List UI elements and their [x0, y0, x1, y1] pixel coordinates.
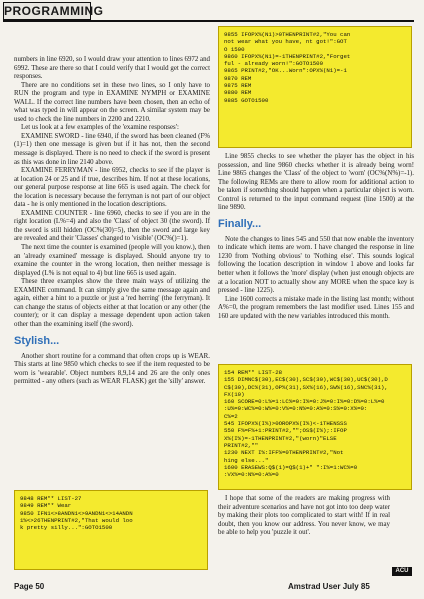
paragraph: I hope that some of the readers are making progress with their adventure scenarios and have not got into too deep water by making their plots too complicated to start with! If in real doubt, then you know our address. You never know, we may be able to help you 'puzzle it out'.	[218, 495, 390, 537]
subheading-finally: Finally...	[218, 217, 262, 230]
paragraph: There are no conditions set in these two lines, so I only have to RUN the program and type in EXAMINE NYMPH or EXAMINE WALL. If the correct line numbers have been chosen, then an echo of what was typed in will appear on the screen. A similar system may be used to check the line numbers in 2200 and 2210.	[14, 81, 210, 123]
code-listing-right	[218, 364, 412, 490]
code-line: ful - already worn!":GOTO1500	[224, 60, 323, 68]
code-line: :VX%=0:N%=0:A%=0	[224, 471, 279, 479]
paragraph: Note the changes to lines 545 and 550 that now enable the inventory to indicate which items are worn. I have changed the response in line 1230 from 'Nothing obvious' to 'Nothing else'. This sounds logical following the location description in window 1 above and looks far better when it follows the 'more' display (when just enough objects are at a location NOT to actually show any MORE when the space key is pressed - line 1225).	[218, 235, 414, 295]
code-line: X%(I%)=-1THENPRINT#2,"(worn)"ELSE	[224, 434, 337, 442]
magazine-name: Amstrad User	[288, 582, 341, 591]
paragraph: numbers in line 6920, so I would draw your attention to lines 6972 and 6992. These are there so that I could verify that I would get the correct responses.	[14, 56, 210, 81]
code-line: C$(30),DC%(31),OP%(31),SX%(16),SW%(16),SNC%(31),	[224, 383, 388, 391]
code-line: 9855 IFOPX%(N1)>0THENPRINT#2,"You can	[224, 31, 351, 38]
code-line: 1230 NEXT I%:IFF%=0THENPRINT#2,"Not	[224, 449, 344, 457]
section-header: PROGRAMMING	[4, 4, 104, 18]
code-line: 1600 ERASEWS:Q$(1)=Q$(1)+" ":I%=1:WC%=0	[224, 463, 358, 471]
code-line: 154 REM** LIST-28	[224, 369, 283, 376]
code-line: 9850 IFN1<>8ANDN1<>9ANDN1<>14ANDN	[20, 509, 133, 517]
page-number: Page 50	[14, 582, 45, 591]
code-line: 9848 REM** LIST-27	[20, 495, 82, 502]
code-line: PRINT#2,""	[224, 441, 259, 449]
paragraph: The next time the counter is examined (people will you know.), then an 'already examined' message is displayed. Should anyone try to examine the counter in the wrong location, then neither message is displayed (L% is not equal to 4) but line 665 is used again.	[14, 244, 210, 277]
code-line: 1%<>26THENPRINT#2,"That would loo	[20, 516, 133, 524]
code-line: 155 DIMNC$(30),EC$(30),SC$(30),WC$(30),UC$(30),D	[224, 376, 388, 384]
code-line: 9860 IFOPX%(N1)=-1THENPRINT#2,"Forget	[224, 52, 351, 60]
code-line: 9885 GOTO1500	[224, 96, 269, 104]
code-line: 9875 REM	[224, 82, 252, 90]
code-listing-top	[218, 26, 412, 148]
right-column	[218, 153, 414, 321]
left-column	[14, 56, 210, 387]
subheading-stylish: Stylish...	[14, 334, 60, 347]
issue-date: July 85	[342, 582, 370, 591]
paragraph: Line 9855 checks to see whether the player has the object in his possession, and line 9860 checks whether it is already being worn! Line 9865 changes the 'Class' of the object to 'worn' (OC%(N%)=-1). The following REMs are there to allow room for additional action to be taken if something should happen when a particular object is worn. Control is returned to the input command request (line 1500) at the line 9890.	[218, 153, 414, 212]
paragraph: Line 1600 corrects a mistake made in the listing last month; without A%=0, the program remembers the last modifier used. Lines 155 and 160 are updated with the new variables introduced this month.	[218, 295, 414, 320]
paragraph: EXAMINE FERRYMAN - line 6952, checks to see if the player is at location 24 or 25 and if true, describes him. If not at these locations, our general purpose response at line 665 is used again. The check for the location is necessary because the ferryman is not part of our object data - he is only mentioned in the location descriptions.	[14, 167, 210, 209]
code-line: 9880 REM	[224, 89, 252, 97]
acu-badge: ACU	[392, 567, 412, 576]
paragraph: EXAMINE COUNTER - line 6960, checks to see if you are in the right location (L%=4) and also the 'Class' of object 30 (the sword). If the sword is still hidden (OC%(30)=5), then the sword and large key are revealed and their 'Classes' changed to 'visible' (OC%()=1).	[14, 209, 210, 243]
code-line: C%=2	[224, 412, 238, 420]
code-line: 545 IFOPX%(I%)>0OROPX%(I%)<-1THENSSS	[224, 420, 347, 428]
paragraph: Let us look at a few examples of the 'examine responses':	[21, 124, 179, 132]
code-line: 9849 REM** Wear	[20, 502, 72, 510]
paragraph: EXAMINE SWORD - line 6940, if the sword has been cleaned (F%(1)=1) then one message is given but if it has not, then the second message is displayed. There is no need to check if the sword is present as this was done in line 2140 above.	[14, 132, 210, 166]
code-line: 160 SCORE=0:L%=1:LC%=0:I%=0:J%=0:I%=0:D%=0:L%=0	[224, 398, 385, 406]
paragraph: Another short routine for a command that often crops up is WEAR. This starts at line 9850 which checks to see if the item requested to be worn is 'wearable'. Object numbers 8,9,14 and 26 are the only ones permitted - any others (such as WEAR FLASK) get the 'silly' answer.	[14, 352, 210, 386]
code-listing-left	[14, 490, 208, 570]
paragraph: These three examples show the three main ways of utilizing the EXAMINE command. It can simply give the same message again and again, either a hint to a puzzle or just a 'red herring' (the ferryman). It can change the status of objects either at that location or any other (the counter); or it can display a message dependent upon action taken other than the examining itself (the sword).	[14, 278, 210, 328]
code-line: 550 F%=F%+1:PRINT#2,"";OS$(I%);:IFOP	[224, 427, 347, 435]
code-line: O 1500	[224, 45, 245, 53]
header-rule	[3, 20, 414, 22]
code-line: 9865 PRINT#2,"OK...Worn":OPX%(N1)=-1	[224, 67, 347, 75]
code-line: FX(10)	[224, 390, 245, 398]
magazine-issue	[288, 582, 370, 591]
closing-paragraph-block	[218, 495, 390, 538]
code-line: :U%=0:WC%=0:W%=0:V%=0:N%=0:A%=0:S%=0:X%=0:	[224, 405, 368, 413]
code-line: 9870 REM	[224, 74, 252, 82]
code-line: not wear what you have, nt got!":GOT	[224, 38, 347, 46]
code-line: k pretty silly...":GOTO1500	[20, 524, 113, 532]
code-line: hing else..."	[224, 456, 269, 464]
